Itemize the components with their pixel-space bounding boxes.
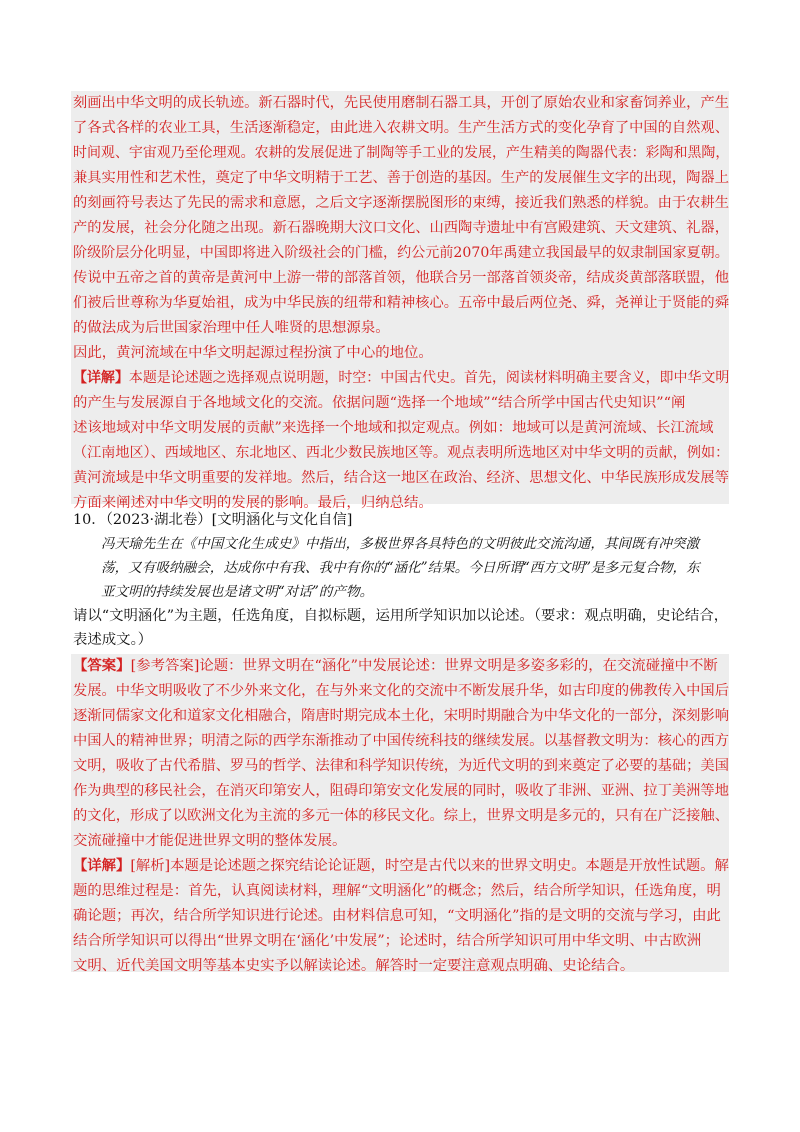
- detail-line: 述该地域对中华文明发展的贡献”来选择一个地域和拟定观点。例如：地域可以是黄河流域、长江流域: [73, 420, 714, 436]
- text-line: 时间观、宇宙观乃至伦理观。农耕的发展促进了制陶等手工业的发展，产生精美的陶器代表：彩陶和黑陶，: [73, 145, 730, 161]
- answer-detail-text: [解析]本题是论述题之探究结论论证题，时空是古代以来的世界文明史。本题是开放性试题。解: [130, 858, 729, 874]
- detail-line: 方面来阐述对中华文明的发展的影响。最后，归纳总结。: [73, 495, 433, 511]
- text-line: 刻画出中华文明的成长轨迹。新石器时代，先民使用磨制石器工具，开创了原始农业和家畜饲养业，产生: [73, 95, 729, 111]
- text-line: 兼具实用性和艺术性，奠定了中华文明精于工艺、善于创造的基因。生产的发展催生文字的出现，陶器上: [73, 170, 729, 186]
- passage-line: 亚文明的持续发展也是诸文明“对话”的产物。: [101, 584, 374, 600]
- question-prompt: 表述成文。）: [73, 632, 153, 648]
- text-line: 阶级阶层分化明显，中国即将进入阶级社会的门槛，约公元前2070年禹建立我国最早的奴隶制国家夏朝。: [73, 245, 729, 261]
- answer-detail-line: 文明、近代美国文明等基本史实予以解读论述。解答时一定要注意观点明确、史论结合。: [73, 958, 635, 974]
- text-line: 传说中五帝之首的黄帝是黄河中上游一带的部落首领，他联合另一部落首领炎帝，结成炎黄部落联盟，他: [73, 270, 729, 286]
- text-line: 产的发展，社会分化随之出现。新石器晚期大汶口文化、山西陶寺遗址中有宫殿建筑、天文建筑、礼器，: [73, 220, 729, 236]
- text-line: 的刻画符号表达了先民的需求和意愿，之后文字逐渐摆脱图形的束缚，接近我们熟悉的样貌。由于农耕生: [73, 195, 729, 211]
- answer-detail-line: 确论题；再次，结合所学知识进行论述。由材料信息可知，“文明涵化”指的是文明的交流与学习，由此: [73, 908, 721, 924]
- answer-detail-line: 题的思维过程是：首先，认真阅读材料，理解“文明涵化”的概念；然后，结合所学知识，任选角度，明: [73, 883, 721, 899]
- answer-tag: 【答案】: [73, 657, 131, 674]
- answer-detail-line: [73, 854, 729, 878]
- answer-line: 文明，吸收了古代希腊、罗马的哲学、法律和科学知识传统，为近代文明的到来奠定了必要的基础；美国: [73, 758, 729, 774]
- answer-text: [参考答案]论题：世界文明在“涵化”中发展论述：世界文明是多姿多彩的，在交流碰撞中不断: [130, 658, 718, 674]
- text-line: 们被后世尊称为华夏始祖，成为中华民族的纽带和精神核心。五帝中最后两位尧、舜，尧禅让于贤能的舜: [73, 295, 729, 311]
- detail-text: 本题是论述题之选择观点说明题，时空：中国古代史。首先，阅读材料明确主要含义，即中华文明: [128, 370, 730, 386]
- passage-line: 荡，又有吸纳融会，达成你中有我、我中有你的“涵化”结果。今日所谓“西方文明”是多元复合物，东: [101, 560, 700, 576]
- detail-line: （江南地区）、西域地区、东北地区、西北少数民族地区等。观点表明所选地区对中华文明的贡献，例如：: [73, 445, 730, 461]
- answer-detail-tag: 【详解】: [73, 857, 131, 874]
- text-line: 的做法成为后世国家治理中任人唯贤的思想源泉。: [73, 320, 390, 336]
- detail-line: [73, 366, 729, 390]
- answer-line: [73, 654, 718, 678]
- answer-line: 作为典型的移民社会，在消灭印第安人，阻碍印第安文化发展的同时，吸收了非洲、亚洲、拉丁美洲等地: [73, 783, 729, 799]
- answer-line: 的文化，形成了以欧洲文化为主流的多元一体的移民文化。综上，世界文明是多元的，只有在广泛接触、: [73, 808, 729, 824]
- text-line: 因此，黄河流域在中华文明起源过程扮演了中心的地位。: [73, 345, 433, 361]
- answer-detail-line: 结合所学知识可以得出“世界文明在‘涵化’中发展”；论述时，结合所学知识可用中华文明、中古欧洲: [73, 933, 702, 949]
- answer-line: 中国人的精神世界；明清之际的西学东渐推动了中国传统科技的继续发展。以基督教文明为：核心的西方: [73, 733, 729, 749]
- answer-line: 交流碰撞中才能促进世界文明的整体发展。: [73, 833, 347, 849]
- passage-line: 冯天瑜先生在《中国文化生成史》中指出，多极世界各具特色的文明彼此交流沟通，其间既有冲突激: [101, 536, 700, 552]
- answer-line: 逐渐同儒家文化和道家文化相融合，隋唐时期完成本土化，宋明时期融合为中华文化的一部分，深刻影响: [73, 708, 729, 724]
- question-header: 10．（2023·湖北卷）[文明涵化与文化自信]: [73, 512, 353, 528]
- detail-tag: 【详解】: [73, 369, 129, 386]
- detail-line: 的产生与发展源自于各地域文化的交流。依据问题“选择一个地域”“结合所学中国古代史知识”“阐: [73, 395, 686, 411]
- question-prompt: 请以“文明涵化”为主题，任选角度，自拟标题，运用所学知识加以论述。（要求：观点明确，史论结合，: [73, 608, 729, 624]
- answer-line: 发展。中华文明吸收了不少外来文化，在与外来文化的交流中不断发展升华，如古印度的佛教传入中国后: [73, 683, 729, 699]
- detail-line: 黄河流域是中华文明重要的发祥地。然后，结合这一地区在政治、经济、思想文化、中华民族形成发展等: [73, 470, 729, 486]
- text-line: 了各式各样的农业工具，生活逐渐稳定，由此进入农耕文明。生产生活方式的变化孕育了中国的自然观、: [73, 120, 729, 136]
